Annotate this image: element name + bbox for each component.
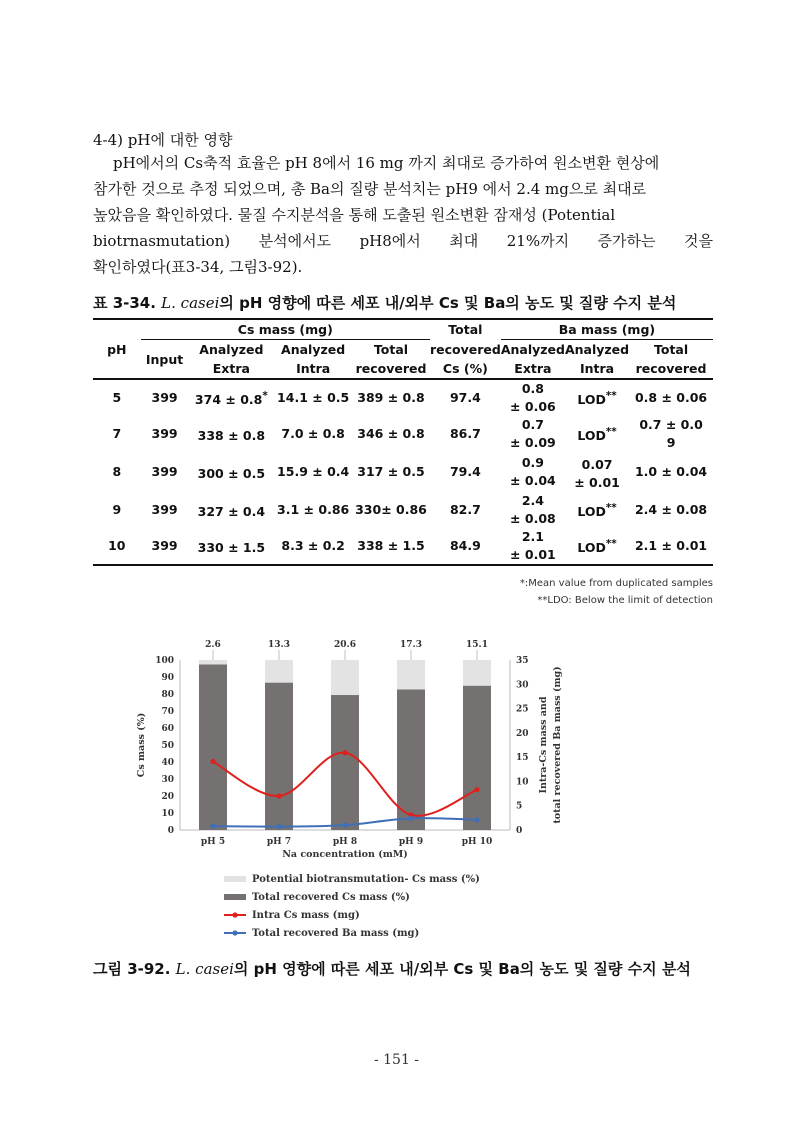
cell-ba-intra (565, 452, 629, 492)
cell-ba-total-line2: 9 (666, 435, 676, 450)
cell-ba-intra-line1: LOD (577, 392, 606, 408)
cell-ba-intra-note: ** (605, 425, 617, 438)
ba-mass-line-point (210, 824, 215, 829)
cell-ph: 8 (112, 464, 122, 480)
page-number: - 151 - (373, 1052, 420, 1068)
cell-ba-extra-line1: 0.9 (521, 455, 544, 471)
cell-ba-total-line1: 0.8 ± 0.06 (634, 390, 708, 405)
intra-cs-line-point (342, 750, 347, 755)
cell-ba-total (629, 416, 713, 452)
bar-potential-biotransmutation (463, 660, 491, 686)
header-ba-total-2: recovered (629, 359, 713, 379)
figure-caption-species: L. casei (175, 960, 234, 978)
cell-ba-intra (565, 528, 629, 565)
cell-cs-intra: 15.9 ± 0.4 (277, 464, 350, 480)
y-right-tick-label: 25 (516, 704, 529, 715)
cell-cs-extra-value: 374 ± 0.8 (194, 392, 263, 408)
cell-cs-extra (189, 379, 275, 416)
bar-top-label: 17.3 (400, 640, 422, 650)
cell-input: 399 (151, 502, 178, 518)
bar-top-label: 15.1 (466, 640, 488, 650)
header-total-pct-3: Cs (%) (430, 359, 501, 379)
header-input: Input (141, 340, 189, 380)
cell-cs-extra (189, 416, 275, 452)
cell-ba-intra-line1: 0.07 (581, 457, 613, 473)
cell-ba-intra (565, 416, 629, 452)
bar-total-recovered (331, 695, 359, 830)
cell-ba-intra-line2: ± 0.01 (574, 475, 620, 491)
header-total-pct-2: recovered (429, 341, 501, 357)
bar-total-recovered (199, 664, 227, 830)
header-total-pct-1: Total (430, 319, 501, 340)
cell-ba-intra (565, 379, 629, 416)
cell-ba-extra-line1: 0.7 (521, 417, 544, 432)
ba-mass-line-point (474, 817, 479, 822)
section-heading: 4-4) pH에 대한 영향 (93, 131, 233, 149)
cell-ba-total (629, 492, 713, 528)
cell-ba-intra (565, 492, 629, 528)
y-right-tick-label: 15 (516, 753, 529, 764)
cell-ba-extra-line1: 2.4 (521, 493, 544, 509)
intra-cs-line-point (474, 787, 479, 792)
cell-ph: 7 (112, 426, 122, 441)
body-paragraph (93, 150, 713, 280)
legend-swatch-intra-cs-point (232, 912, 237, 917)
cell-ba-total-line1: 0.7 ± 0.0 (639, 417, 703, 432)
header-ba-analyzed-intra-1: Analyzed (564, 342, 630, 357)
table-row (93, 416, 713, 452)
y-tick-label: 60 (161, 724, 174, 734)
y-right-tick-label: 5 (516, 801, 523, 812)
cell-cs-pct: 79.4 (449, 464, 481, 480)
cell-input: 399 (151, 464, 178, 480)
x-tick-label: pH 10 (461, 837, 493, 847)
figure-caption-suffix: 의 pH 영향에 따른 세포 내/외부 Cs 및 Ba의 농도 및 질량 수지 분석 (233, 960, 691, 978)
bar-potential-biotransmutation (397, 660, 425, 689)
y-axis-right-label-2: total recovered Ba mass (mg) (552, 666, 563, 824)
y-axis-label: Cs mass (%) (136, 712, 147, 778)
y-tick-label: 70 (161, 707, 174, 717)
bar-total-recovered (265, 683, 293, 830)
footnote-1: *:Mean value from duplicated samples (519, 578, 713, 589)
cell-cs-extra-value: 327 ± 0.4 (197, 504, 266, 520)
table-caption (93, 292, 676, 313)
cell-ba-extra-line2: ± 0.01 (510, 547, 556, 563)
header-analyzed-extra-1: Analyzed (199, 342, 264, 357)
cell-cs-extra (189, 492, 275, 528)
header-cs-group: Cs mass (mg) (141, 319, 430, 340)
bar-total-recovered (463, 686, 491, 830)
header-total-1: Total (373, 342, 409, 357)
bar-potential-biotransmutation (331, 660, 359, 695)
bar-potential-biotransmutation (199, 660, 227, 664)
legend-entry: Potential biotransmutation- Cs mass (%) (252, 874, 480, 885)
cell-cs-extra-value: 338 ± 0.8 (197, 428, 266, 444)
cell-ba-extra (501, 452, 565, 492)
table-caption-prefix: 표 3-34. (93, 294, 162, 312)
legend-entry: Total recovered Ba mass (mg) (252, 928, 420, 939)
cell-cs-intra: 14.1 ± 0.5 (277, 390, 350, 405)
table-row (93, 528, 713, 565)
cell-input: 399 (151, 390, 178, 405)
legend-entry: Intra Cs mass (mg) (252, 910, 360, 921)
cell-ba-total (629, 452, 713, 492)
y-tick-label: 50 (161, 741, 174, 751)
y-tick-label: 20 (161, 792, 174, 802)
y-tick-label: 90 (161, 673, 174, 683)
cell-ba-intra-note: ** (605, 502, 617, 515)
table-row (93, 492, 713, 528)
header-total-2: recovered (352, 359, 430, 379)
y-tick-label: 100 (155, 656, 174, 666)
cell-cs-intra: 8.3 ± 0.2 (274, 528, 352, 565)
intra-cs-line-point (210, 759, 215, 764)
y-tick-label: 30 (161, 775, 174, 785)
bar-top-label: 20.6 (334, 640, 356, 650)
paragraph-line: pH에서의 Cs축적 효율은 pH 8에서 16 mg 까지 최대로 증가하여 원소변환 현상에 (113, 154, 660, 172)
cell-ba-extra (501, 528, 565, 565)
cell-ba-total-line1: 2.1 ± 0.01 (634, 538, 708, 554)
cell-ba-extra (501, 492, 565, 528)
cell-ba-intra-line1: LOD (577, 504, 606, 520)
cell-ba-total-line1: 1.0 ± 0.04 (634, 464, 708, 480)
cell-cs-intra: 3.1 ± 0.86 (277, 502, 350, 518)
cell-cs-extra (189, 452, 275, 492)
y-right-tick-label: 10 (516, 777, 529, 788)
cell-cs-total: 389 ± 0.8 (357, 390, 425, 405)
bar-potential-biotransmutation (265, 660, 293, 683)
header-ba-analyzed-extra-2: Extra (501, 359, 565, 379)
cell-cs-extra (189, 528, 275, 565)
cell-ba-intra-note: ** (605, 389, 617, 402)
x-axis-label: Na concentration (mM) (282, 849, 408, 860)
y-right-tick-label: 30 (516, 680, 529, 691)
cell-ba-extra-line2: ± 0.04 (510, 473, 556, 489)
ba-mass-line-point (408, 816, 413, 821)
cell-ph: 5 (112, 390, 122, 405)
bar-top-label: 2.6 (205, 640, 221, 650)
cell-ph: 10 (93, 528, 141, 565)
cell-cs-pct: 86.7 (449, 426, 481, 441)
y-tick-label: 0 (167, 826, 174, 836)
x-tick-label: pH 8 (332, 837, 358, 847)
cell-input: 399 (141, 528, 189, 565)
table-row (93, 452, 713, 492)
y-axis-right-label-1: Intra-Cs mass and (538, 696, 549, 794)
cell-cs-total: 346 ± 0.8 (357, 426, 425, 441)
table-caption-suffix: 의 pH 영향에 따른 세포 내/외부 Cs 및 Ba의 농도 및 질량 수지 분석 (219, 294, 677, 312)
table-caption-species: L. casei (161, 294, 220, 312)
cell-ba-extra-line1: 0.8 (521, 381, 544, 396)
ba-mass-line-point (276, 824, 281, 829)
header-ba-analyzed-extra-1: Analyzed (500, 342, 565, 357)
bar-top-label: 13.3 (268, 640, 290, 650)
y-tick-label: 40 (161, 758, 174, 768)
cell-cs-pct: 97.4 (449, 390, 481, 405)
x-tick-label: pH 9 (398, 837, 424, 847)
cell-cs-extra-value: 300 ± 0.5 (197, 466, 266, 482)
header-ba-analyzed-intra-2: Intra (565, 359, 629, 379)
table-row (93, 379, 713, 416)
y-tick-label: 80 (161, 690, 174, 700)
y-right-tick-label: 0 (516, 826, 523, 836)
ph-effect-chart (130, 630, 610, 950)
figure-caption (93, 958, 691, 979)
y-right-tick-label: 20 (516, 728, 529, 739)
y-right-tick-label: 35 (516, 656, 529, 666)
cell-ba-intra-note: ** (605, 538, 617, 551)
cell-ba-intra-line1: LOD (577, 540, 606, 556)
paragraph-line: 높았음을 확인하였다. 물질 수지분석을 통해 도출된 원소변환 잠재성 (Potential (93, 206, 616, 224)
cell-ba-total (629, 528, 713, 565)
header-ph: pH (93, 319, 141, 379)
intra-cs-line-point (276, 793, 281, 798)
cell-ph: 9 (112, 502, 122, 518)
figure-caption-prefix: 그림 3-92. (93, 960, 176, 978)
header-analyzed-extra-2: Extra (189, 359, 275, 379)
legend-swatch-ba-point (232, 930, 237, 935)
results-table (93, 318, 713, 566)
y-tick-label: 10 (161, 809, 174, 819)
paragraph-line: biotrnasmutation) 분석에서도 pH8에서 최대 21%까지 증가하는 것을 (93, 232, 713, 250)
cell-cs-extra-value: 330 ± 1.5 (197, 540, 266, 556)
legend-swatch-potential (224, 876, 246, 882)
cell-ba-extra-line1: 2.1 (521, 529, 544, 545)
cell-cs-pct: 84.9 (430, 528, 501, 565)
paragraph-line: 참가한 것으로 추정 되었으며, 총 Ba의 질량 분석치는 pH9 에서 2.4 mg으로 최대로 (93, 180, 647, 198)
ba-mass-line-point (342, 823, 347, 828)
cell-cs-pct: 82.7 (449, 502, 481, 518)
header-ba-group: Ba mass (mg) (501, 319, 713, 340)
cell-ba-extra-line2: ± 0.06 (510, 399, 556, 414)
legend-entry: Total recovered Cs mass (%) (252, 892, 410, 903)
cell-ba-total-line1: 2.4 ± 0.08 (634, 502, 708, 518)
cell-ba-extra (501, 416, 565, 452)
cell-ba-extra (501, 379, 565, 416)
cell-ba-intra-line1: LOD (577, 428, 606, 444)
header-analyzed-intra-1: Analyzed (281, 342, 346, 357)
cell-cs-total: 338 ± 1.5 (352, 528, 430, 565)
footnote-2: **LDO: Below the limit of detection (537, 595, 713, 606)
cell-cs-extra-note: * (262, 389, 268, 402)
cell-ba-total (629, 379, 713, 416)
cell-cs-total: 317 ± 0.5 (357, 464, 425, 480)
x-tick-label: pH 5 (200, 837, 226, 847)
cell-ba-extra-line2: ± 0.09 (510, 435, 556, 450)
cell-cs-total: 330± 0.86 (355, 502, 427, 518)
legend-swatch-total-cs (224, 894, 246, 900)
header-analyzed-intra-2: Intra (274, 359, 352, 379)
cell-input: 399 (151, 426, 178, 441)
header-ba-total-1: Total (653, 342, 689, 357)
cell-cs-intra: 7.0 ± 0.8 (281, 426, 345, 441)
cell-ba-extra-line2: ± 0.08 (510, 511, 556, 527)
paragraph-line: 확인하였다(표3-34, 그림3-92). (93, 258, 303, 276)
x-tick-label: pH 7 (266, 837, 292, 847)
